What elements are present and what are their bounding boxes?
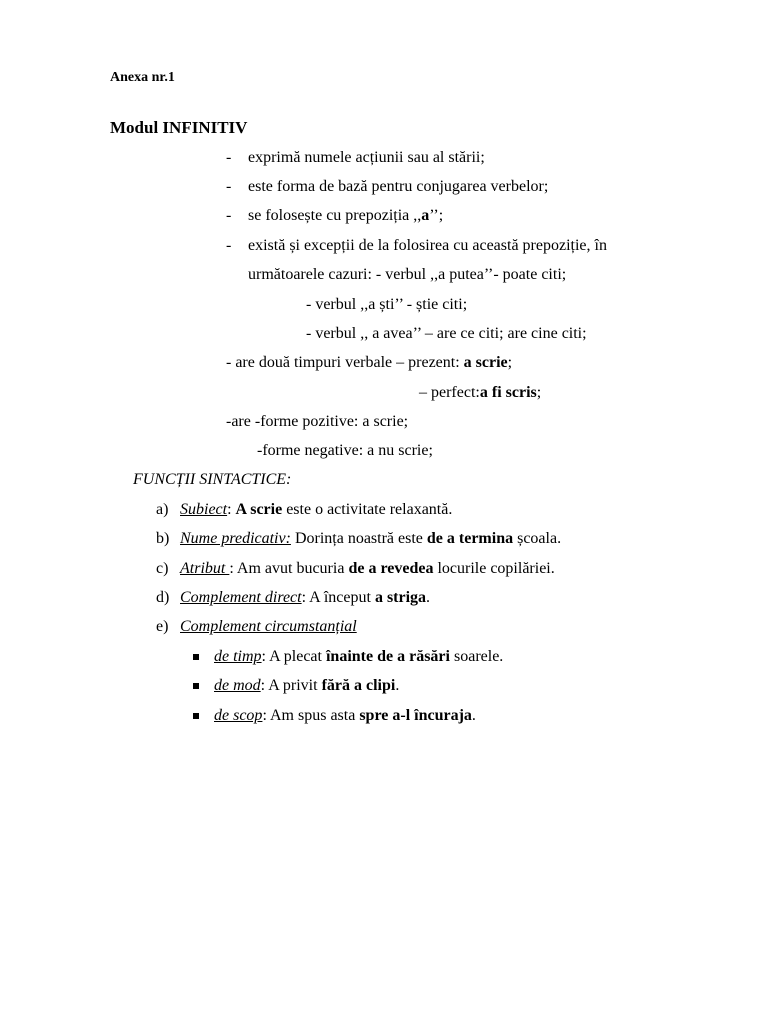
tense-present-text: - are două timpuri verbale – prezent: [226,354,464,371]
square-bullet-icon [193,713,199,719]
exceptions-line-1: următoarele cazuri: - verbul ,,a putea’’- poate citi; [248,266,567,283]
tense-perfect [419,383,541,403]
bullet-text: există și excepții de la folosirea cu această prepoziție, în [248,237,607,254]
exceptions-line-2: - verbul ,,a ști’’ - știe citi; [306,296,468,313]
sub-item-post: soarele. [449,648,504,665]
function-post: locurile copilăriei. [433,560,555,577]
exceptions-line-3: - verbul ,, a avea’’ – are ce citi; are cine citi; [306,325,587,342]
bullet-text-post: ’’; [429,207,444,224]
function-label: d) [156,589,170,606]
tense-perfect-text: – perfect: [419,384,480,401]
bullet-text: exprimă numele acțiunii sau al stării; [248,149,485,166]
sub-item-name: de timp [214,648,262,665]
bullet-text: este forma de bază pentru conjugarea verbelor; [248,178,549,195]
function-sep: : A început [301,589,375,606]
function-text [180,588,430,608]
function-name: Atribut [180,560,230,577]
bullet-dash: - [226,149,232,166]
tense-present-end: ; [507,354,513,371]
sub-item-text [214,647,503,667]
function-label: b) [156,530,170,547]
function-example: a striga [374,589,427,606]
annex-label: Anexa nr.1 [110,70,175,85]
square-bullet-icon [193,654,199,660]
function-text [180,559,555,579]
function-name: Complement direct [180,589,302,606]
tense-perfect-example: a fi scris [479,384,537,401]
square-bullet-icon [193,683,199,689]
tense-present [226,353,512,373]
function-sep: : Am avut bucuria [229,560,349,577]
sub-item-example: înainte de a răsări [325,648,450,665]
tense-perfect-end: ; [536,384,542,401]
bullet-dash: - [226,237,232,254]
sub-item-sep: : A privit [260,677,322,694]
function-label: a) [156,501,169,518]
function-example: de a termina [426,530,514,547]
sub-item-sep: : A plecat [261,648,326,665]
function-name: Subiect [180,501,228,518]
function-text [180,529,561,549]
function-name: Nume predicativ: [180,530,291,547]
function-post: . [426,589,431,606]
tense-present-example: a scrie [463,354,508,371]
function-sep: : [227,501,236,518]
sub-item-sep: : Am spus asta [262,707,360,724]
function-text [180,500,452,520]
sub-item-text [214,706,476,726]
sub-item-name: de mod [214,677,261,694]
function-example: A scrie [235,501,283,518]
bullet-text [248,206,443,226]
function-text [180,617,357,637]
sub-item-name: de scop [214,707,263,724]
function-label: c) [156,560,169,577]
sub-item-post: . [395,677,400,694]
bullet-dash: - [226,207,232,224]
function-post: școala. [513,530,562,547]
function-label: e) [156,618,169,635]
bullet-text-pre: se folosește cu prepoziția ,, [248,207,422,224]
functions-heading: FUNCȚII SINTACTICE: [133,471,292,488]
bullet-text-bold: a [421,207,430,224]
bullet-dash: - [226,178,232,195]
function-example: de a revedea [348,560,434,577]
sub-item-example: spre a-l încuraja [359,707,472,724]
forms-positive: -are -forme pozitive: a scrie; [226,413,409,430]
sub-item-post: . [471,707,476,724]
sub-item-example: fără a clipi [321,677,396,694]
function-post: este o activitate relaxantă. [282,501,453,518]
sub-item-text [214,676,399,696]
function-name: Complement circumstanțial [180,618,357,635]
page-title: Modul INFINITIV [110,118,248,137]
forms-negative: -forme negative: a nu scrie; [257,442,433,459]
function-sep: Dorința noastră este [290,530,427,547]
